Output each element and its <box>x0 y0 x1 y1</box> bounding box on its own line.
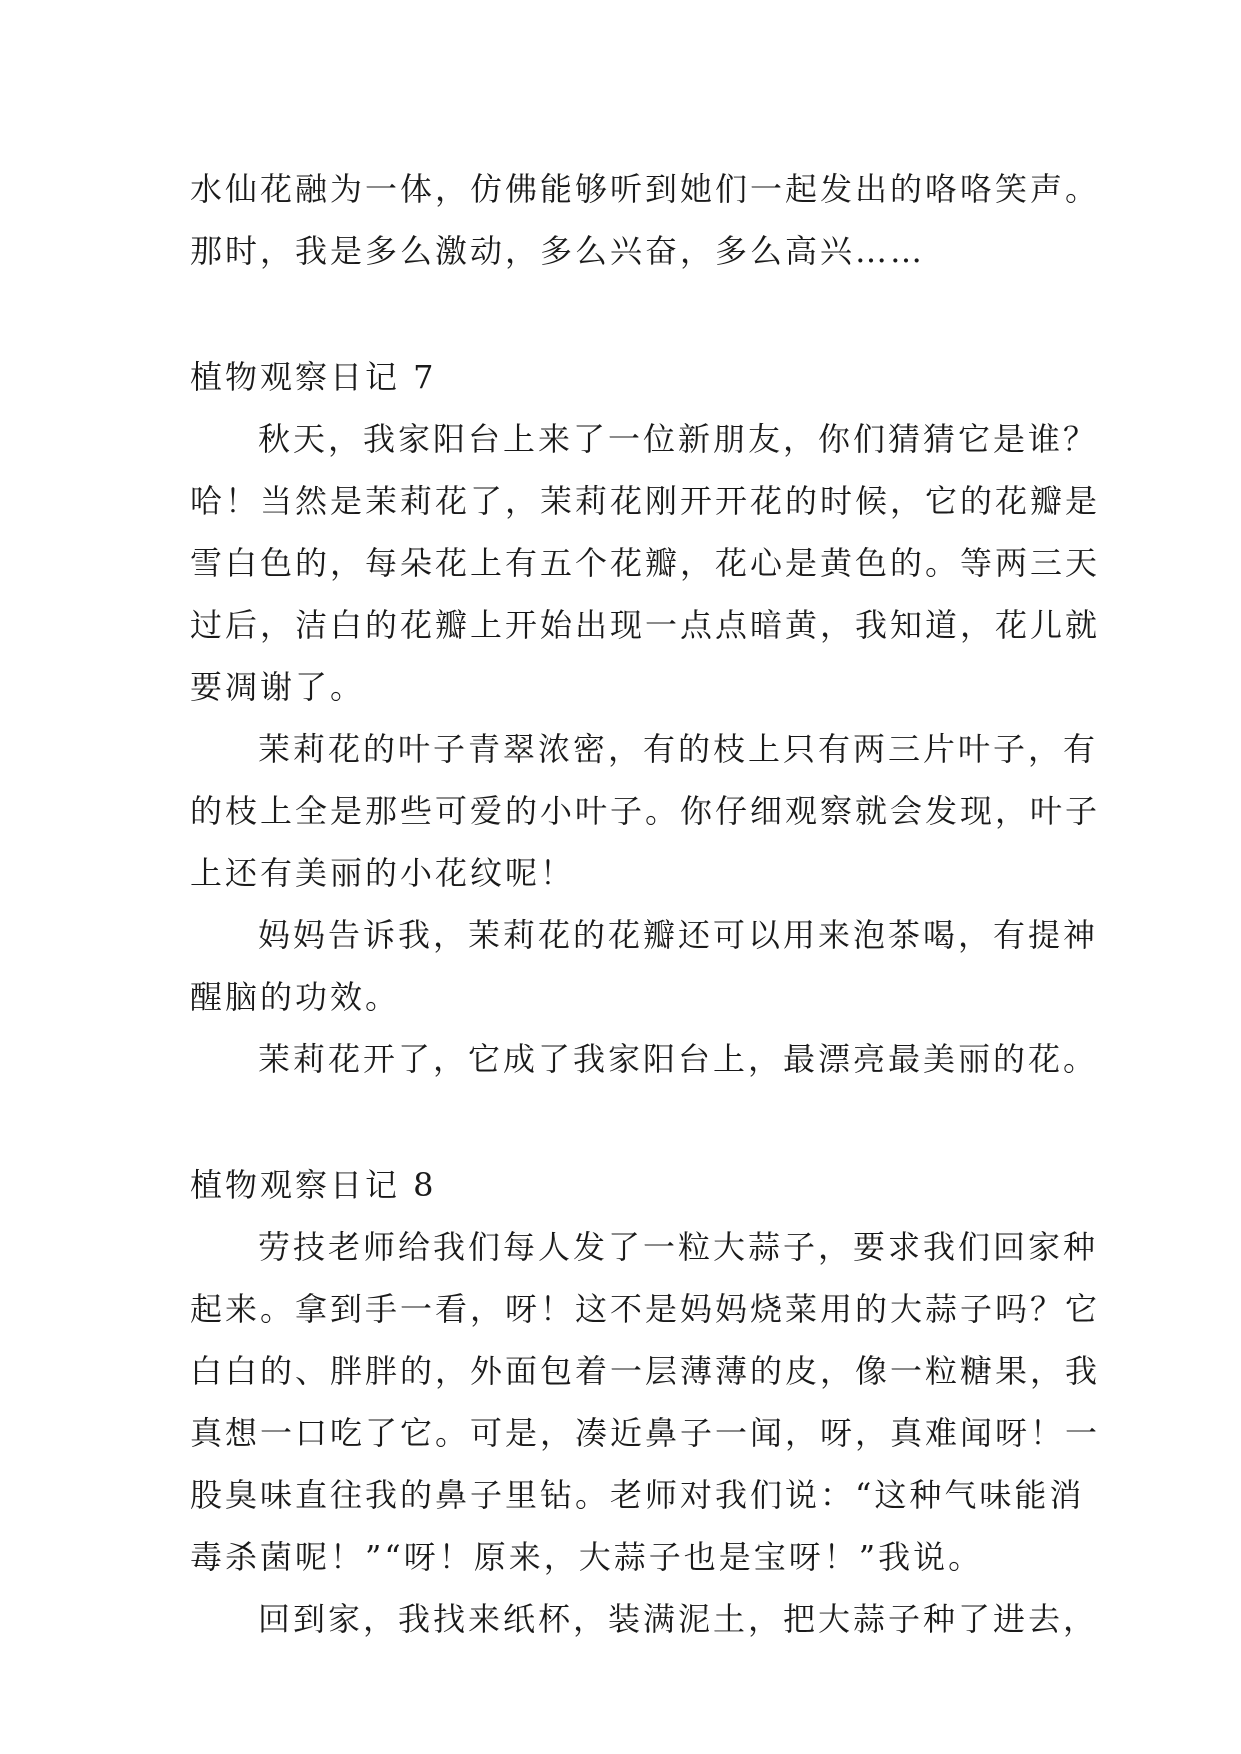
diary-7-paragraph-3 <box>190 904 1099 1028</box>
diary-8-section <box>190 1154 1101 1650</box>
text-line: 茉莉花开了，它成了我家阳台上，最漂亮最美丽的花。 <box>258 1040 1099 1078</box>
section-gap <box>190 282 1070 346</box>
text-line: 上还有美丽的小花纹呢！ <box>190 854 576 892</box>
diary-8-paragraph-1 <box>190 1216 1101 1588</box>
diary-8-paragraph-2 <box>190 1588 1099 1650</box>
text-line: 真想一口吃了它。可是，凑近鼻子一闻，呀，真难闻呀！一 <box>190 1414 1101 1452</box>
text-line: 起来。拿到手一看，呀！这不是妈妈烧菜用的大蒜子吗？它 <box>190 1290 1101 1328</box>
text-line: 那时，我是多么激动，多么兴奋，多么高兴…… <box>190 232 926 270</box>
text-line: 水仙花融为一体，仿佛能够听到她们一起发出的咯咯笑声。 <box>190 170 1101 208</box>
section-gap <box>190 1090 1070 1154</box>
document-page <box>190 158 1101 1650</box>
text-line: 劳技老师给我们每人发了一粒大蒜子，要求我们回家种 <box>258 1228 1099 1266</box>
text-line: 哈！当然是茉莉花了，茉莉花刚开开花的时候，它的花瓣是 <box>190 482 1101 520</box>
text-line: 醒脑的功效。 <box>190 978 401 1016</box>
diary-7-paragraph-1 <box>190 408 1101 718</box>
text-line: 要凋谢了。 <box>190 668 366 706</box>
diary-7-section <box>190 346 1101 1090</box>
text-line: 秋天，我家阳台上来了一位新朋友，你们猜猜它是谁？ <box>258 420 1099 458</box>
intro-paragraph <box>190 158 1101 282</box>
text-line: 茉莉花的叶子青翠浓密，有的枝上只有两三片叶子，有 <box>258 730 1099 768</box>
text-line: 回到家，我找来纸杯，装满泥土，把大蒜子种了进去， <box>258 1600 1099 1638</box>
text-line: 的枝上全是那些可爱的小叶子。你仔细观察就会发现，叶子 <box>190 792 1101 830</box>
text-line: 毒杀菌呢！”“呀！原来，大蒜子也是宝呀！”我说。 <box>190 1538 984 1576</box>
text-line: 股臭味直往我的鼻子里钻。老师对我们说：“这种气味能消 <box>190 1476 1085 1514</box>
text-line: 白白的、胖胖的，外面包着一层薄薄的皮，像一粒糖果，我 <box>190 1352 1101 1390</box>
diary-7-paragraph-4 <box>190 1028 1099 1090</box>
text-line: 雪白色的，每朵花上有五个花瓣，花心是黄色的。等两三天 <box>190 544 1101 582</box>
diary-8-title: 植物观察日记 8 <box>190 1166 437 1204</box>
text-line: 过后，洁白的花瓣上开始出现一点点暗黄，我知道，花儿就 <box>190 606 1101 644</box>
text-line: 妈妈告诉我，茉莉花的花瓣还可以用来泡茶喝，有提神 <box>258 916 1099 954</box>
diary-7-title: 植物观察日记 7 <box>190 358 437 396</box>
diary-7-paragraph-2 <box>190 718 1101 904</box>
